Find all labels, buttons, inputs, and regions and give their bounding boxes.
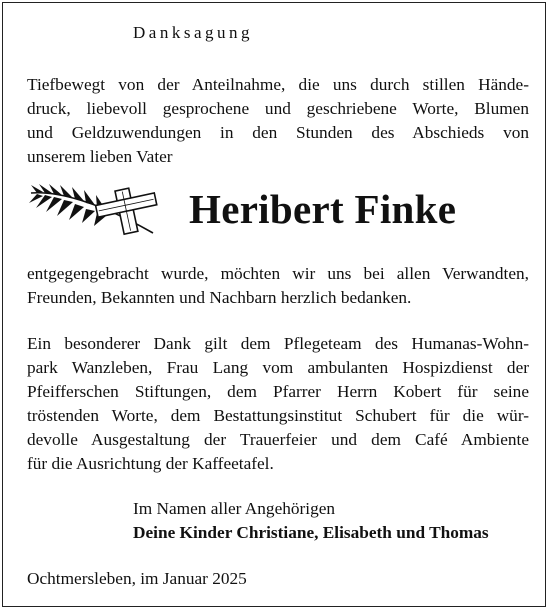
- signature-intro: Im Namen aller Angehörigen: [133, 499, 336, 518]
- special-line: für die Ausrichtung der Kaffeetafel.: [27, 454, 274, 473]
- place-date: Ochtmersleben, im Januar 2025: [27, 569, 247, 588]
- special-line: Pfeifferschen Stiftungen, dem Pfarrer Herrn Kobert für seine: [27, 382, 529, 401]
- intro-line: und Geldzuwendungen in den Stunden des Abschieds von: [27, 123, 529, 142]
- thanks-line: Freunden, Bekannten und Nachbarn herzlich bedanken.: [27, 288, 412, 307]
- special-line: devolle Ausgestaltung der Trauerfeier und dem Café Ambiente: [27, 430, 529, 449]
- special-thanks-paragraph: [27, 332, 529, 476]
- thanks-paragraph: [27, 262, 529, 310]
- special-line: Ein besonderer Dank gilt dem Pflegeteam des Humanas-Wohn-: [27, 334, 529, 353]
- notice-heading: Danksagung: [133, 23, 253, 42]
- name-row: [27, 181, 529, 243]
- thanks-line: entgegengebracht wurde, möchten wir uns bei allen Verwandten,: [27, 264, 529, 283]
- intro-line: unserem lieben Vater: [27, 147, 173, 166]
- special-line: park Wanzleben, Frau Lang vom ambulanten Hospizdienst der: [27, 358, 529, 377]
- palm-branch-cross-icon: [27, 183, 167, 239]
- intro-paragraph: [27, 73, 529, 169]
- signature-names: Deine Kinder Christiane, Elisabeth und Thomas: [133, 523, 489, 542]
- intro-line: druck, liebevoll gesprochene und geschriebene Worte, Blumen: [27, 99, 529, 118]
- notice-frame: [2, 2, 546, 607]
- intro-line: Tiefbewegt von der Anteilnahme, die uns durch stillen Hände-: [27, 75, 529, 94]
- deceased-name: Heribert Finke: [189, 186, 457, 232]
- special-line: tröstenden Worte, dem Bestattungsinstitut Schubert für die wür-: [27, 406, 529, 425]
